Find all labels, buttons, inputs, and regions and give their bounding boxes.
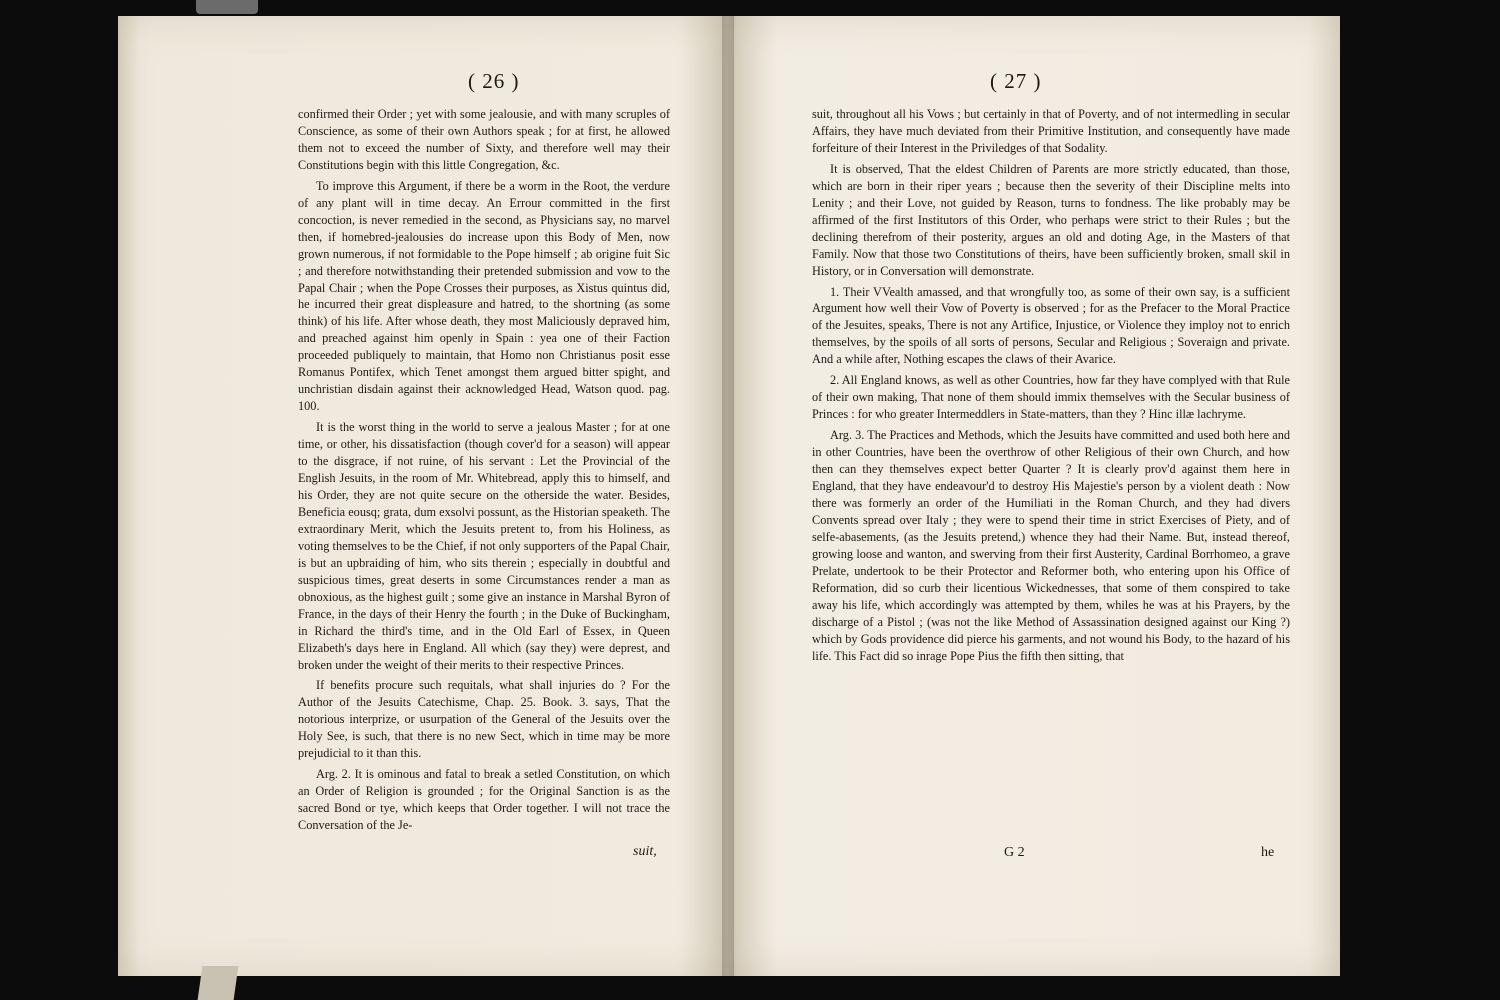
- paragraph: It is the worst thing in the world to serve a jealous Master ; for at one time, or other, his dissatisfaction (though cover'd for a season) will appear to the disgrace, if not ruine, of his servant : Let the Provincial of the English Jesuits, in the room of Mr. Whitebread, apply this to himself, and his Order, they are not quite secure on the otherside the water. Besides, Beneficia eousq; grata, dum exsolvi possunt, as the Historian speaketh. The extraordinary Merit, which the Jesuits pretent to, from his Holiness, as voting themselves to be the Chief, if not only supporters of the Papal Chair, is but an upbraiding of him, who sits therein ; especially in doubtful and suspicious times, great deserts in some Circumstances render a man as obnoxious, as the highest guilt ; some give an instance in Marshal Byron of France, in the days of their Henry the fourth ; in the Duke of Buckingham, in Richard the third's time, and in the Old Earl of Essex, in Queen Elizabeth's days here in England. All which (say they) were deprest, and broken under the weight of their merits to their respective Princes.: [298, 420, 670, 672]
- page-text: [812, 106, 1290, 669]
- paragraph: confirmed their Order ; yet with some jealousie, and with many scruples of Conscience, as some of their own Authors speak ; for at first, he allowed them not to exceed the number of Sixty, and therefore well may their Constitutions begin with this little Congregation, &c.: [298, 107, 670, 172]
- page-text: [298, 106, 670, 838]
- page-number: ( 26 ): [468, 69, 520, 93]
- catchword: he: [1261, 845, 1275, 860]
- left-page: [118, 16, 728, 976]
- paragraph: If benefits procure such requitals, what shall injuries do ? For the Author of the Jesuits Catechisme, Chap. 25. Book. 3. says, That the notorious interprize, or usurpation of the General of the Jesuits over the Holy See, is such, that there is no new Sect, which in time may be more prejudicial to it than this.: [298, 678, 670, 761]
- right-page: [728, 16, 1340, 976]
- bookmark-tab: [196, 0, 258, 14]
- paragraph: To improve this Argument, if there be a worm in the Root, the verdure of any plant will in time decay. An Errour committed in the first concoction, is never remedied in the second, as Physicians say, no marvel then, if homebred-jealousies do increase upon this Body of Men, now grown numerous, if not formidable to the Pope himself ; ab origine fuit Sic ; and therefore notwithstanding their pretended submission and vow to the Papal Chair ; when the Pope Crosses their purposes, as Xistus quintus did, he incurred their great displeasure and hatred, to the shortning (as some think) of his life. After whose death, they most Maliciously depraved him, and preached against him openly in Spain : yea one of their Faction proceeded publiquely to maintain, that Homo non Christianus posit esse Romanus Pontifex, which Tenet amongst them argued bitter spight, and unchristian disdain against their acknowledged Head, Watson quod. pag. 100.: [298, 178, 670, 414]
- book-gutter: [722, 16, 734, 976]
- paragraph: 1. Their VVealth amassed, and that wrongfully too, as some of their own say, is a sufficient Argument how well their Vow of Poverty is observed ; for as the Prefacer to the Moral Practice of the Jesuites, speaks, There is not any Artifice, Injustice, or Violence they imploy not to enrich themselves, by the spoils of all sorts of persons, Secular and Religious ; Soveraign and private. And a while after, Nothing escapes the claws of their Avarice.: [812, 284, 1290, 367]
- open-book: [118, 16, 1340, 976]
- page-number: ( 27 ): [990, 69, 1042, 93]
- page-marker-tab: [198, 966, 239, 1000]
- paragraph: Arg. 3. The Practices and Methods, which the Jesuits have committed and used both here and in other Countries, have been the overthrow of other Religious of their own Church, and how then can they themselves expect better Quarter ? It is clearly prov'd against them here in England, that they have endeavour'd to destroy His Majestie's person by a violent death : Now there was formerly an order of the Humiliati in the Roman Church, and they had divers Convents spread over Italy ; they were to spend their time in strict Exercises of Piety, and of selfe-abasements, (as the Jesuits pretend,) whence they had their Name. But, instead thereof, growing loose and wanton, and swerving from their first Austerity, Cardinal Borrhomeo, a grave Prelate, undertook to be their Protector and Reformer both, who entering upon his Office of Reformation, did so curb their licentious Wickednesses, that some of them conspired to take away his life, which accordingly was attempted by them, whiles he was at his Prayers, by the discharge of a Pistol ; (was not the like Method of Assassination designed against our King ?) which by Gods providence did pierce his garments, and not wound his Body, to the hazard of his life. This Fact did so inrage Pope Pius the fifth then sitting, that: [812, 428, 1290, 663]
- paragraph: Arg. 2. It is ominous and fatal to break a setled Constitution, on which an Order of Religion is grounded ; for the Original Sanction is as the sacred Bond or tye, which keeps that Order together. I will not trace the Conversation of the Je-: [298, 767, 670, 833]
- paragraph: 2. All England knows, as well as other Countries, how far they have complyed with that Rule of their own making, That none of them should immix themselves with the Secular business of Princes : for who greater Intermeddlers in State-matters, than they ? Hinc illæ lachryme.: [812, 373, 1290, 422]
- paragraph: suit, throughout all his Vows ; but certainly in that of Poverty, and of not intermedling in secular Affairs, they have much deviated from their Primitive Institution, and consequently have made forfeiture of their Interest in the Priviledges of that Sodality.: [812, 107, 1290, 155]
- signature-mark: G 2: [1004, 845, 1025, 860]
- catchword: suit,: [633, 844, 657, 859]
- paragraph: It is observed, That the eldest Children of Parents are more strictly educated, than those, which are born in their riper years ; because then the severity of their Discipline melts into Lenity ; and their Love, not guided by Reason, turns to fondness. The like probably may be affirmed of the first Institutors of this Order, who perhaps were strict to their Rules ; but the declining therefrom of their posterity, argues an old and doting Age, in the Masters of that Family. Now that those two Constitutions of theirs, have been sufficiently broken, small skil in History, or in Conversation will demonstrate.: [812, 161, 1290, 278]
